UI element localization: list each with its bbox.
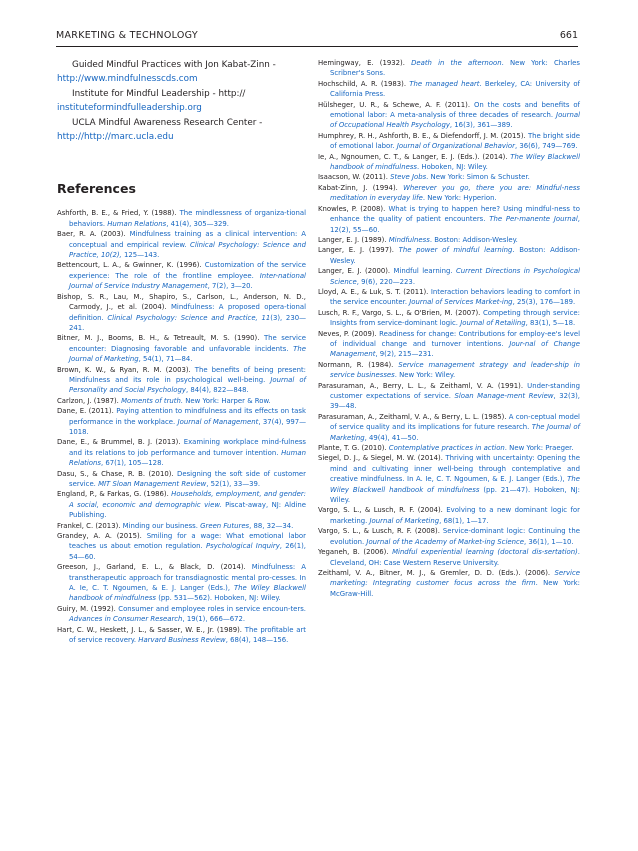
reference-entry xyxy=(57,521,306,531)
references-heading: References xyxy=(57,181,136,197)
ref-details: , 54(1), 71—84. xyxy=(138,355,193,364)
ref-authors: Parasuraman, A., Berry, L. L., & Zeithaml, V. A. (1991). xyxy=(318,381,524,390)
ref-title[interactable]: Mindfulness: A transtherapeutic approach for transdiagnostic mental pro-cesses. In A. Ie, C. T. Ngoumen, & E. J. Langer (Eds.), xyxy=(69,563,306,593)
ref-authors: Lloyd, A. E., & Luk, S. T. (2011). xyxy=(318,287,429,296)
reference-entry xyxy=(318,100,580,131)
ref-details: , 19(1), 666—672. xyxy=(182,615,246,624)
reference-entry xyxy=(57,396,306,406)
ref-title[interactable]: The profitable art of service recovery. xyxy=(69,625,306,645)
ref-source: The Wiley Blackwell handbook of mindfulness xyxy=(69,584,306,603)
ref-details: , 41(4), 305—329. xyxy=(166,219,229,228)
ref-title[interactable]: The mindlessness of organiza-tional behaviors. xyxy=(69,209,306,228)
reference-entry xyxy=(57,208,306,229)
ref-title[interactable]: Mindfulness training as a clinical intervention: A conceptual and empirical review. xyxy=(69,230,306,249)
ref-authors: Neves, P. (2009). xyxy=(318,329,377,338)
ref-source: Current Directions in Psychological Science xyxy=(330,267,580,286)
reference-entry xyxy=(57,625,306,646)
reference-entry xyxy=(318,183,580,204)
reference-entry xyxy=(318,568,580,599)
reference-entry xyxy=(57,489,306,520)
ref-source: Journal of Occupational Health Psychology xyxy=(330,111,580,130)
ref-details: . New York: Wiley. xyxy=(394,371,456,380)
ref-details: . New York: McGraw-Hill. xyxy=(330,579,580,598)
ref-details: (3), 230—241. xyxy=(69,313,306,332)
reference-entry xyxy=(57,437,306,468)
ref-source: Human Relations xyxy=(69,448,306,468)
ref-authors: Baer, R. A. (2003). xyxy=(57,230,126,239)
journal-title: MARKETING & TECHNOLOGY xyxy=(56,30,198,41)
reference-entry xyxy=(57,333,306,364)
ref-details: . New York: Hyperion. xyxy=(422,194,497,203)
references-list-right xyxy=(318,58,580,599)
ref-authors: Normann, R. (1984). xyxy=(318,360,394,369)
ref-title[interactable]: A con-ceptual model of service quality and its implications for future research. xyxy=(330,412,580,432)
ref-authors: Vargo, S. L., & Lusch, R. F. (2008). xyxy=(318,527,440,536)
ref-source: Journal of Marketing xyxy=(369,516,440,525)
reference-entry xyxy=(318,287,580,308)
ref-source: Jour-nal of Change Management xyxy=(330,339,580,359)
ref-authors: Lusch, R. F., Vargo, S. L., & O'Brien, M. (2007). xyxy=(318,308,481,317)
ref-title[interactable]: Consumer and employee roles in service encoun-ters. xyxy=(118,604,306,613)
ref-authors: Langer, E. J. (1989). xyxy=(318,235,387,244)
ref-details: , 25(3), 176—189. xyxy=(512,298,576,307)
reference-entry xyxy=(318,152,580,173)
ref-details: , 83(1), 5—18. xyxy=(525,319,576,328)
ref-authors: Ie, A., Ngnoumen, C. T., & Langer, E. J. (Eds.). (2014). xyxy=(318,152,508,161)
ref-authors: Parasuraman, A., Zeithaml, V. A., & Berry, L. L. (1985). xyxy=(318,412,507,421)
ref-authors: Langer, E. J. (1997). xyxy=(318,246,394,255)
reference-entry xyxy=(57,562,306,604)
ref-source: The power of mindful learning xyxy=(398,246,513,255)
ref-source: Journal of Retailing xyxy=(460,319,526,328)
reference-entry xyxy=(318,308,580,329)
ref-details: , 68(1), 1—17. xyxy=(439,516,489,525)
reference-entry xyxy=(318,172,580,182)
ref-source: Journal of Organizational Behavior xyxy=(396,142,515,151)
ref-source: The Wiley Blackwell handbook of mindfulness xyxy=(330,475,580,494)
ref-details: , 52(1), 33—39. xyxy=(206,480,261,488)
ref-title[interactable]: The bright side of emotional labor. xyxy=(330,131,580,151)
ref-authors: Bitner, M. J., Booms, B. H., & Tetreault, M. S. (1990). xyxy=(57,334,260,343)
ref-source: Contemplative practices in action xyxy=(388,444,505,453)
ref-authors: Brown, K. W., & Ryan, R. M. (2003). xyxy=(57,365,191,374)
reference-entry xyxy=(318,453,580,505)
ref-authors: Kabat-Zinn, J. (1994). xyxy=(318,183,398,192)
reference-entry xyxy=(57,365,306,396)
ref-details: , 37(4), 997—1018. xyxy=(69,417,306,436)
ref-authors: England, P., & Farkas, G. (1986). xyxy=(57,490,169,499)
ref-details: (pp. 21—47). Hoboken, NJ: Wiley. xyxy=(330,485,580,505)
ref-authors: Humphrey, R. H., Ashforth, B. E., & Diefendorff, J. M. (2015). xyxy=(318,131,526,140)
reference-entry xyxy=(318,204,580,235)
ref-details: . New York: Praeger. xyxy=(504,444,574,453)
ref-details: New York: Harper & Row. xyxy=(183,396,271,405)
ref-title[interactable]: Smiling for a wage: What emotional labor teaches us about emotion regulation. xyxy=(69,532,306,551)
resources-list xyxy=(57,58,306,144)
ref-source: Green Futures xyxy=(200,521,250,530)
reference-entry xyxy=(318,266,580,287)
ref-source: Advances in Consumer Research xyxy=(69,615,183,624)
ref-authors: Guiry, M. (1992). xyxy=(57,604,116,613)
ref-title[interactable]: Paying attention to mindfulness and its effects on task performance in the workplace. xyxy=(69,407,306,426)
ref-details: . Boston: Addison-Wesley. xyxy=(330,246,581,265)
ref-authors: Grandey, A. A. (2015). xyxy=(57,532,142,541)
ref-details: , 49(4), 41—50. xyxy=(364,433,419,442)
resource-link[interactable]: http://www.mindfulnesscds.com xyxy=(57,74,198,85)
resource-title: Guided Mindful Practices with Jon Kabat-Zinn - xyxy=(72,60,276,70)
reference-entry xyxy=(318,381,580,412)
ref-authors: Frankel, C. (2013). xyxy=(57,521,121,530)
ref-source: Mindful experiential learning (doctoral dis-sertation) xyxy=(392,548,578,557)
resource-link[interactable]: instituteformindfulleadership.org xyxy=(57,103,202,114)
ref-title[interactable]: The service encounter: Diagnosing favorable and unfavorable incidents. xyxy=(69,334,306,353)
resource-link[interactable]: http://http://marc.ucla.edu xyxy=(57,132,174,143)
ref-title[interactable]: Minding our business. xyxy=(122,521,198,530)
ref-details: , 68(4), 148—156. xyxy=(225,636,289,645)
ref-title[interactable]: Mindful learning. xyxy=(393,267,453,276)
ref-authors: Carlzon, J. (1987). xyxy=(57,396,119,405)
ref-details: . Cleveland, OH: Case Western Reserve University. xyxy=(330,548,580,567)
ref-details: (pp. 531—562). Hoboken, NJ: Wiley. xyxy=(156,594,281,603)
ref-details: , 36(6), 749—769. xyxy=(514,142,578,151)
ref-title[interactable]: Mindfulness: A proposed opera-tional definition. xyxy=(69,303,306,322)
ref-details: , 12(2), 55—60. xyxy=(330,215,580,234)
ref-title[interactable]: On the costs and benefits of emotional labor: A meta-analysis of three decades of research. xyxy=(330,100,580,120)
ref-details: . Hoboken, NJ: Wiley. xyxy=(417,163,488,172)
reference-entry xyxy=(318,131,580,152)
reference-entry xyxy=(57,229,306,260)
reference-entry xyxy=(318,329,580,360)
reference-entry xyxy=(318,58,580,79)
ref-source: The Journal of Marketing xyxy=(330,423,580,442)
ref-authors: Isaacson, W. (2011). xyxy=(318,173,388,182)
ref-source: The Per-manente Journal xyxy=(489,215,578,224)
ref-authors: Zeithaml, V. A., Bitner, M. J., & Gremler, D. D. (Eds.). (2006). xyxy=(318,568,551,577)
ref-authors: Hemingway, E. (1932). xyxy=(318,59,405,67)
reference-entry xyxy=(57,292,306,334)
ref-source: Moments of truth. xyxy=(121,396,184,405)
ref-authors: Bettencourt, L. A., & Gwinner, K. (1996). xyxy=(57,261,202,270)
ref-source: Service marketing: Integrating customer focus across the firm xyxy=(330,568,580,588)
left-column xyxy=(57,58,306,646)
ref-source: Human Relations xyxy=(107,219,167,228)
ref-source: Households, employment, and gender: A social, economic and demographic view. xyxy=(69,490,307,509)
ref-source: Journal of the Academy of Market-ing Science xyxy=(366,537,525,546)
ref-details: . New York: Simon & Schuster. xyxy=(426,173,530,182)
ref-source: Death in the afternoon xyxy=(411,59,502,67)
ref-source: The managed heart xyxy=(409,79,480,88)
ref-title[interactable]: Interaction behaviors leading to comfort in the service encounter. xyxy=(330,287,580,307)
ref-authors: Greeson, J., Garland, E. L., & Black, D. (2014). xyxy=(57,563,246,572)
reference-entry xyxy=(57,604,306,625)
reference-entry xyxy=(318,505,580,526)
ref-source: Clinical Psychology: Science and Practice, 11 xyxy=(107,313,271,322)
ref-details: , 16(3), 361—389. xyxy=(449,121,513,130)
ref-authors: Ashforth, B. E., & Fried, Y. (1988). xyxy=(57,209,177,218)
ref-authors: Siegel, D. J., & Siegel, M. W. (2014). xyxy=(318,454,443,463)
ref-title[interactable]: The benefits of being present: Mindfulness and its role in psychological well-being. xyxy=(69,365,306,384)
ref-authors: Vargo, S. L., & Lusch, R. F. (2004). xyxy=(318,506,443,515)
ref-source: The Wiley Blackwell handbook of mindfulness xyxy=(330,152,580,172)
ref-source: Harvard Business Review xyxy=(138,636,226,645)
ref-source: Mindfulness xyxy=(388,235,430,244)
ref-authors: Langer, E. J. (2000). xyxy=(318,267,391,276)
reference-entry xyxy=(318,526,580,547)
ref-source: Wherever you go, there you are: Mindful-ness meditation in everyday life xyxy=(330,183,580,203)
ref-source: Steve Jobs xyxy=(390,173,427,182)
ref-title[interactable]: What is trying to happen here? Using mindful-ness to enhance the quality of patient encounters. xyxy=(330,204,580,224)
ref-source: Psychological Inquiry xyxy=(205,542,280,551)
ref-source: MIT Sloan Management Review xyxy=(98,480,207,488)
ref-source: Journal of Personality and Social Psychology xyxy=(69,375,306,395)
page-number: 661 xyxy=(559,30,578,41)
ref-details: , 88, 32—34. xyxy=(249,521,294,530)
ref-source: Journal of Management xyxy=(177,417,259,426)
reference-entry xyxy=(318,245,580,266)
ref-title[interactable]: Service-dominant logic: Continuing the evolution. xyxy=(330,527,580,546)
ref-authors: Knowles, P. (2008). xyxy=(318,204,386,213)
ref-details: Piscat-away, NJ: Aldine Publishing. xyxy=(69,500,306,520)
reference-entry xyxy=(57,406,306,437)
ref-details: . Berkeley, CA: University of California Press. xyxy=(330,79,580,99)
running-header xyxy=(56,30,578,47)
ref-details: . Boston: Addison-Wesley. xyxy=(429,235,518,244)
ref-source: Clinical Psychology: Science and Practice, 10(2), xyxy=(69,240,306,260)
reference-entry xyxy=(318,443,580,453)
ref-details: , 26(1), 54—60. xyxy=(69,542,306,561)
ref-title[interactable]: Examining workplace mind-fulness and its relations to job performance and turnover intention. xyxy=(69,438,307,457)
resource-title: UCLA Mindful Awareness Research Center - xyxy=(72,117,263,128)
ref-details: , 67(1), 105—128. xyxy=(100,459,164,468)
ref-details: . New York: Charles Scribner's Sons. xyxy=(330,59,580,78)
ref-title[interactable]: Readiness for change: Contributions for employ-ee's level of individual change and turnover intentions. xyxy=(330,329,580,348)
reference-entry xyxy=(318,79,580,100)
right-column xyxy=(318,58,580,599)
ref-title[interactable]: Evolving to a new dominant logic for marketing. xyxy=(330,506,580,525)
ref-details: , 9(2), 215—231. xyxy=(375,350,434,359)
ref-authors: Dane, E. (2011). xyxy=(57,407,114,416)
references-list-left xyxy=(57,208,306,645)
ref-authors: Bishop, S. R., Lau, M., Shapiro, S., Carlson, L., Anderson, N. D., Carmody, J., et al. (2004). xyxy=(57,292,306,312)
ref-source: Sloan Manage-ment Review xyxy=(454,392,554,400)
ref-title[interactable]: Designing the soft side of customer service. xyxy=(69,469,306,488)
ref-title[interactable]: Customization of the service experience: The role of the frontline employee. xyxy=(69,261,306,280)
ref-details: , 36(1), 1—10. xyxy=(524,537,574,546)
ref-details: , 84(4), 822—848. xyxy=(185,386,249,395)
ref-authors: Dasu, S., & Chase, R. B. (2010). xyxy=(57,469,174,478)
reference-entry xyxy=(57,260,306,291)
ref-title[interactable]: Competing through service: Insights from service-dominant logic. xyxy=(330,308,580,328)
ref-authors: Plante, T. G. (2010). xyxy=(318,444,387,453)
ref-title[interactable]: Under-standing customer expectations of service. xyxy=(330,381,580,400)
reference-entry xyxy=(318,235,580,245)
reference-entry xyxy=(57,531,306,562)
resource-title: Institute for Mindful Leadership - http:// xyxy=(72,88,246,99)
ref-details: , 7(2), 3—20. xyxy=(207,282,253,291)
reference-entry xyxy=(318,360,580,381)
ref-authors: Hochschild, A. R. (1983). xyxy=(318,79,407,88)
ref-title[interactable]: Thriving with uncertainty: Opening the mind and cultivating inner well-being through contemplative and creative mindfulness. In A. Ie, C. T. Ngoumen, & E. J. Langer (Eds.), xyxy=(330,454,580,484)
ref-authors: Hart, C. W., Heskett, J. L., & Sasser, W. E., Jr. (1989). xyxy=(57,625,242,634)
ref-source: Inter-national Journal of Service Industry Management xyxy=(69,271,306,291)
ref-authors: Dane, E., & Brummel, B. J. (2013). xyxy=(57,438,181,447)
ref-source: The Journal of Marketing xyxy=(69,344,306,364)
ref-source: Service management strategy and leader-ship in service businesses xyxy=(330,360,580,380)
ref-details: 125—143. xyxy=(121,251,160,260)
reference-entry xyxy=(57,469,306,490)
ref-authors: Hülsheger, U. R., & Schewe, A. F. (2011). xyxy=(318,100,471,109)
ref-authors: Yeganeh, B. (2006). xyxy=(318,548,389,557)
ref-details: , 9(6), 220—223. xyxy=(356,277,416,286)
ref-source: Journal of Services Market-ing xyxy=(409,298,513,307)
ref-details: , 32(3), 39—48. xyxy=(330,392,580,411)
reference-entry xyxy=(318,412,580,443)
reference-entry xyxy=(318,547,580,568)
